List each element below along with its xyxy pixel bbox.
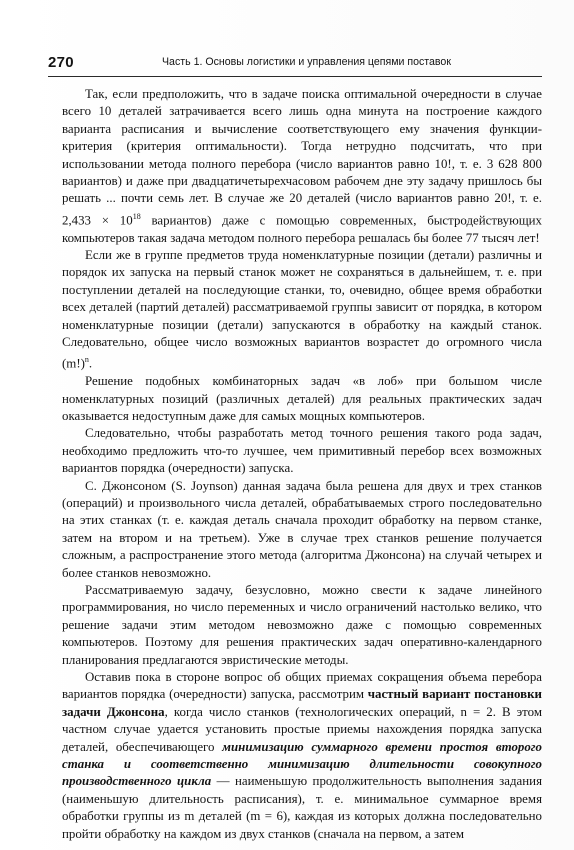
paragraph: Если же в группе предметов труда номенклатурные позиции (детали) различны и порядок их запуска на первый станок может не сохраняться в дальнейшем, т. е. при поступлении деталей на последующие станки, то, очевидно, общее время обработки всех деталей (партий деталей) рассматриваемой группы зависит от порядка, в котором номенклатурные позиции (детали) запускаются в обработку на каждый станок. Следовательно, общее число возможных вариантов возрастет до огромного числа $(m!)^n$. (62, 247, 542, 371)
paragraph: Так, если предположить, что в задаче поиска оптимальной очередности в случае всего 10 деталей затрачивается всего лишь одна минута на построение каждого варианта расписания и вычисление соответствующего ему значения функции-критерия (критерия оптимальности). Тогда нетрудно подсчитать, что при использовании метода полного перебора (число вариантов равно 10!, т. е. 3 628 800 вариантов) и даже при двадцатичетырехчасовом рабочем дне эту задачу пришлось бы решать ... почти семь лет. В случае же 20 деталей (число вариантов равно 20!, т. е. $2,433 \times 10^{18}$ вариантов) даже с помощью современных, быстродействующих компьютеров такая задача методом полного перебора решалась бы более 77 тысяч лет! (62, 87, 542, 245)
body-text (62, 86, 542, 843)
bold-italic-phrase: минимизацию суммарного времени простоя второго станка и соответственно минимизацию длительности совокупного производственного цикла (62, 739, 543, 789)
paragraph: Оставив пока в стороне вопрос об общих приемах сокращения объема перебора вариантов порядка (очередности) запуска, рассмотрим частный вариант постановки задачи Джонсона, когда число станков (технологических операций, n = 2. В этом частном случае удается установить простые приемы нахождения порядка запуска деталей, обеспечивающего минимизацию суммарного времени простоя второго станка и соответственно минимизацию длительности совокупного производственного цикла — наименьшую продолжительность выполнения задания (наименьшую длительность расписания), т. е. минимальное суммарное время обработки группы из m деталей (m = 6), каждая из которых должна последовательно пройти обработку на каждом из двух станков (сначала на первом, а затем (62, 670, 543, 841)
paragraph: Решение подобных комбинаторных задач «в лоб» при большом числе номенклатурных позиций (различных деталей) для реальных практических задач оказывается недоступным даже для самых мощных компьютеров. (62, 374, 542, 423)
running-title: Часть 1. Основы логистики и управления цепями поставок (162, 56, 451, 68)
paragraph: Рассматриваемую задачу, безусловно, можно свести к задаче линейного программирования, но число переменных и число ограничений настолько велико, что решение задачи этим методом невозможно даже с помощью современных компьютеров. Поэтому для решения практических задач оперативно-календарного планирования предлагаются эвристические методы. (62, 582, 542, 667)
bold-phrase: частный вариант постановки задачи Джонсона (62, 687, 542, 719)
page-number: 270 (48, 54, 74, 71)
paragraph: Следовательно, чтобы разработать метод точного решения такого рода задач, необходимо предложить что-то лучшее, чем примитивный перебор всех возможных вариантов порядка (очередности) запуска. (62, 426, 542, 476)
header-rule (48, 76, 542, 77)
page-header (48, 54, 542, 74)
paragraph: С. Джонсоном (S. Joynson) данная задача была решена для двух и трех станков (операций) и произвольного числа деталей, обрабатываемых строго последовательно на этих станках (т. е. каждая деталь сначала проходит обработку на первом станке, затем на втором и на третьем). Уже в случае трех станков решение получается сложным, а распространение этого метода (алгоритма Джонсона) на случай четырех и более станков невозможно. (62, 478, 542, 580)
